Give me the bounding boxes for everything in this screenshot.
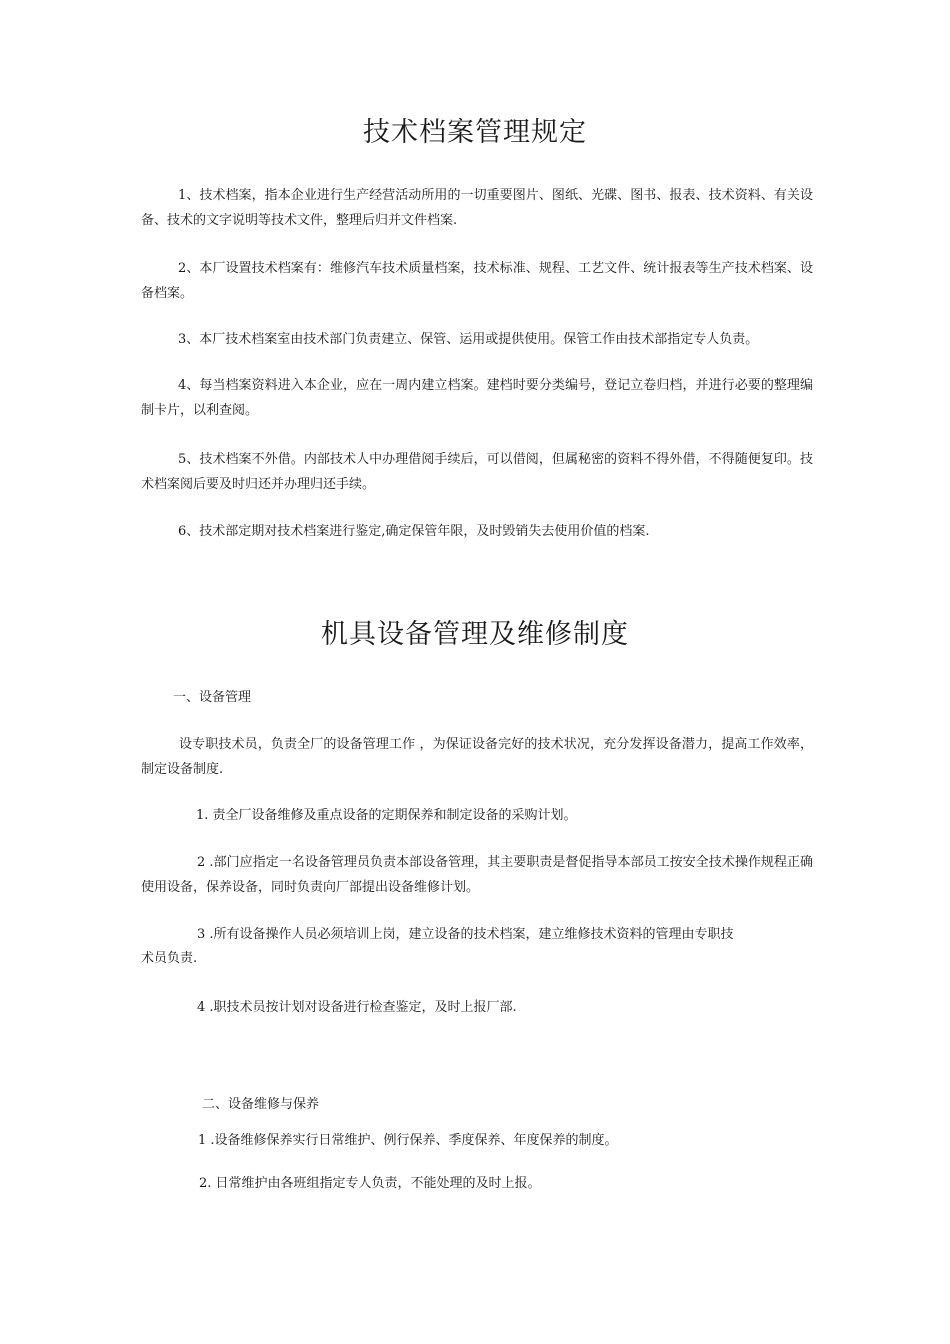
archives-clause-4: 4、每当档案资料进入本企业，应在一周内建立档案。建档时要分类编号，登记立卷归档，并进行必要的整理编制卡片，以利查阅。	[141, 378, 813, 418]
archives-clause-2: 2、本厂设置技术档案有：维修汽车技术质量档案，技术标准、规程、工艺文件、统计报表等生产技术档案、设备档案。	[141, 261, 813, 301]
maintenance-item-2: 2. 日常维护由各班组指定专人负责，不能处理的及时上报。	[199, 1176, 541, 1191]
equipment-intro: 设专职技术员，负责全厂的设备管理工作 ，为保证设备完好的技术状况，充分发挥设备潜力，提高工作效率，制定设备制度.	[141, 737, 813, 777]
doc-title-archives: 技术档案管理规定	[363, 117, 587, 148]
maintenance-item-1: 1 .设备维修保养实行日常维护、例行保养、季度保养、年度保养的制度。	[198, 1133, 618, 1148]
equipment-item-3-line-1: 3 .所有设备操作人员必须培训上岗，建立设备的技术档案，建立维修技术资料的管理由专职技	[197, 927, 734, 942]
equipment-item-4: 4 .职技术员按计划对设备进行检查鉴定，及时上报厂部.	[197, 1000, 517, 1015]
section-heading-equipment-management: 一、设备管理	[173, 690, 252, 705]
archives-clause-3: 3、本厂技术档案室由技术部门负责建立、保管、运用或提供使用。保管工作由技术部指定专人负责。	[178, 332, 759, 347]
equipment-item-2: 2 .部门应指定一名设备管理员负责本部设备管理，其主要职责是督促指导本部员工按安全技术操作规程正确使用设备，保养设备，同时负责向厂部提出设备维修计划。	[141, 855, 813, 895]
archives-clause-6: 6、技术部定期对技术档案进行鉴定,确定保管年限，及时毁销失去使用价值的档案.	[178, 524, 650, 539]
doc-title-equipment: 机具设备管理及维修制度	[321, 619, 629, 650]
archives-clause-5: 5、技术档案不外借。内部技术人中办理借阅手续后，可以借阅，但属秘密的资料不得外借，不得随便复印。技术档案阅后要及时归还并办理归还手续。	[141, 452, 813, 492]
section-heading-maintenance: 二、设备维修与保养	[202, 1097, 320, 1112]
equipment-item-1: 1. 责全厂设备维修及重点设备的定期保养和制定设备的采购计划。	[196, 808, 577, 823]
archives-clause-1: 1、技术档案，指本企业进行生产经营活动所用的一切重要图片、图纸、光碟、图书、报表、技术资料、有关设备、技术的文字说明等技术文件，整理后归并文件档案.	[141, 188, 813, 228]
equipment-item-3-line-2: 术员负责.	[141, 951, 198, 966]
